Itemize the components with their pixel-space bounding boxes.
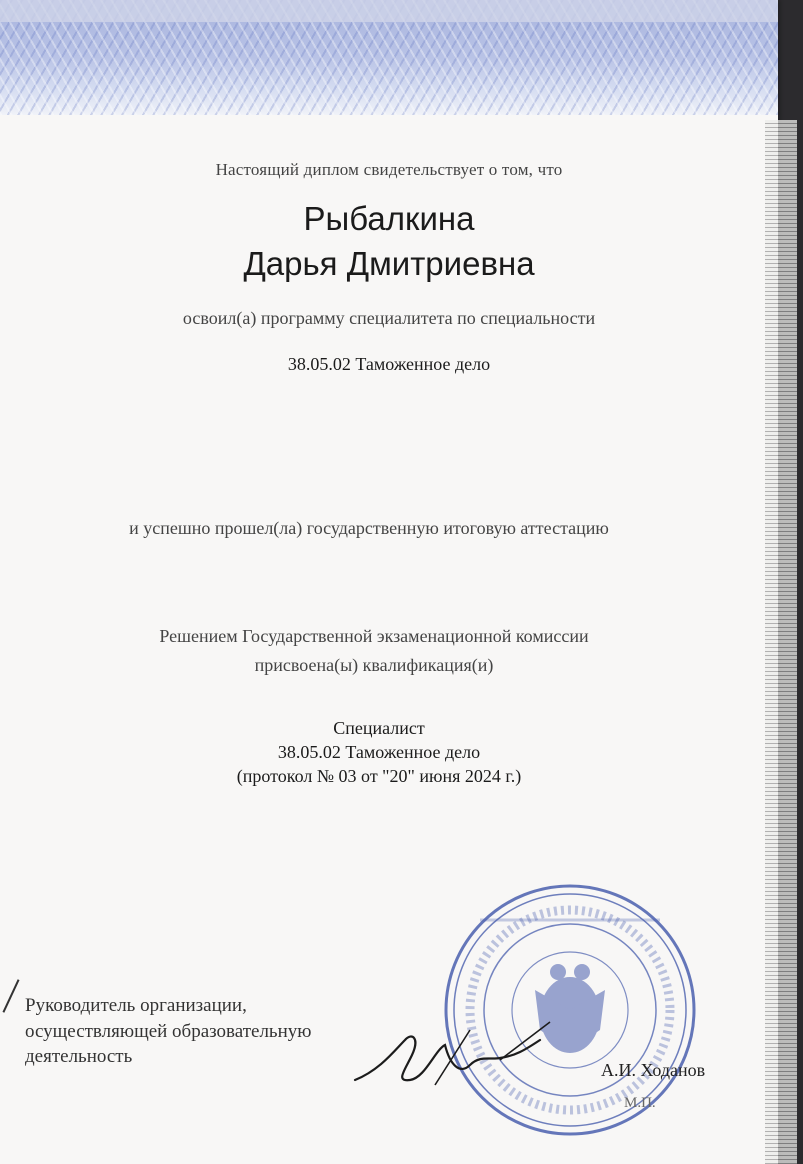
head-title-line2: осуществляющей образовательную [25,1021,312,1042]
corner-mark [2,979,19,1012]
intro-text: Настоящий диплом свидетельствует о том, что [215,160,563,179]
head-name: А.И. Ходанов [601,1060,706,1080]
graduate-given-names: Дарья Дмитриевна [243,245,535,282]
program-statement: освоил(а) программу специалитета по специальности [182,308,596,328]
protocol-reference: (протокол № 03 от "20" июня 2024 г.) [236,766,522,786]
head-title-line1: Руководитель организации, [25,995,247,1016]
signature [350,1010,610,1100]
commission-decision: Решением Государственной экзаменационной комиссии [159,626,589,646]
graduate-surname: Рыбалкина [303,200,475,237]
banner-edge [0,0,778,22]
qualification: Специалист [333,718,425,738]
qualification-assigned: присвоена(ы) квалификация(и) [254,655,494,675]
seal-place-label: М.П. [624,1095,656,1111]
document-edge-pattern [765,120,797,1164]
qualification-specialty: 38.05.02 Таможенное дело [277,742,481,762]
attestation-statement: и успешно прошел(ла) государственную итоговую аттестацию [129,518,609,538]
specialty: 38.05.02 Таможенное дело [287,354,491,374]
head-title-line3: деятельность [25,1046,133,1067]
